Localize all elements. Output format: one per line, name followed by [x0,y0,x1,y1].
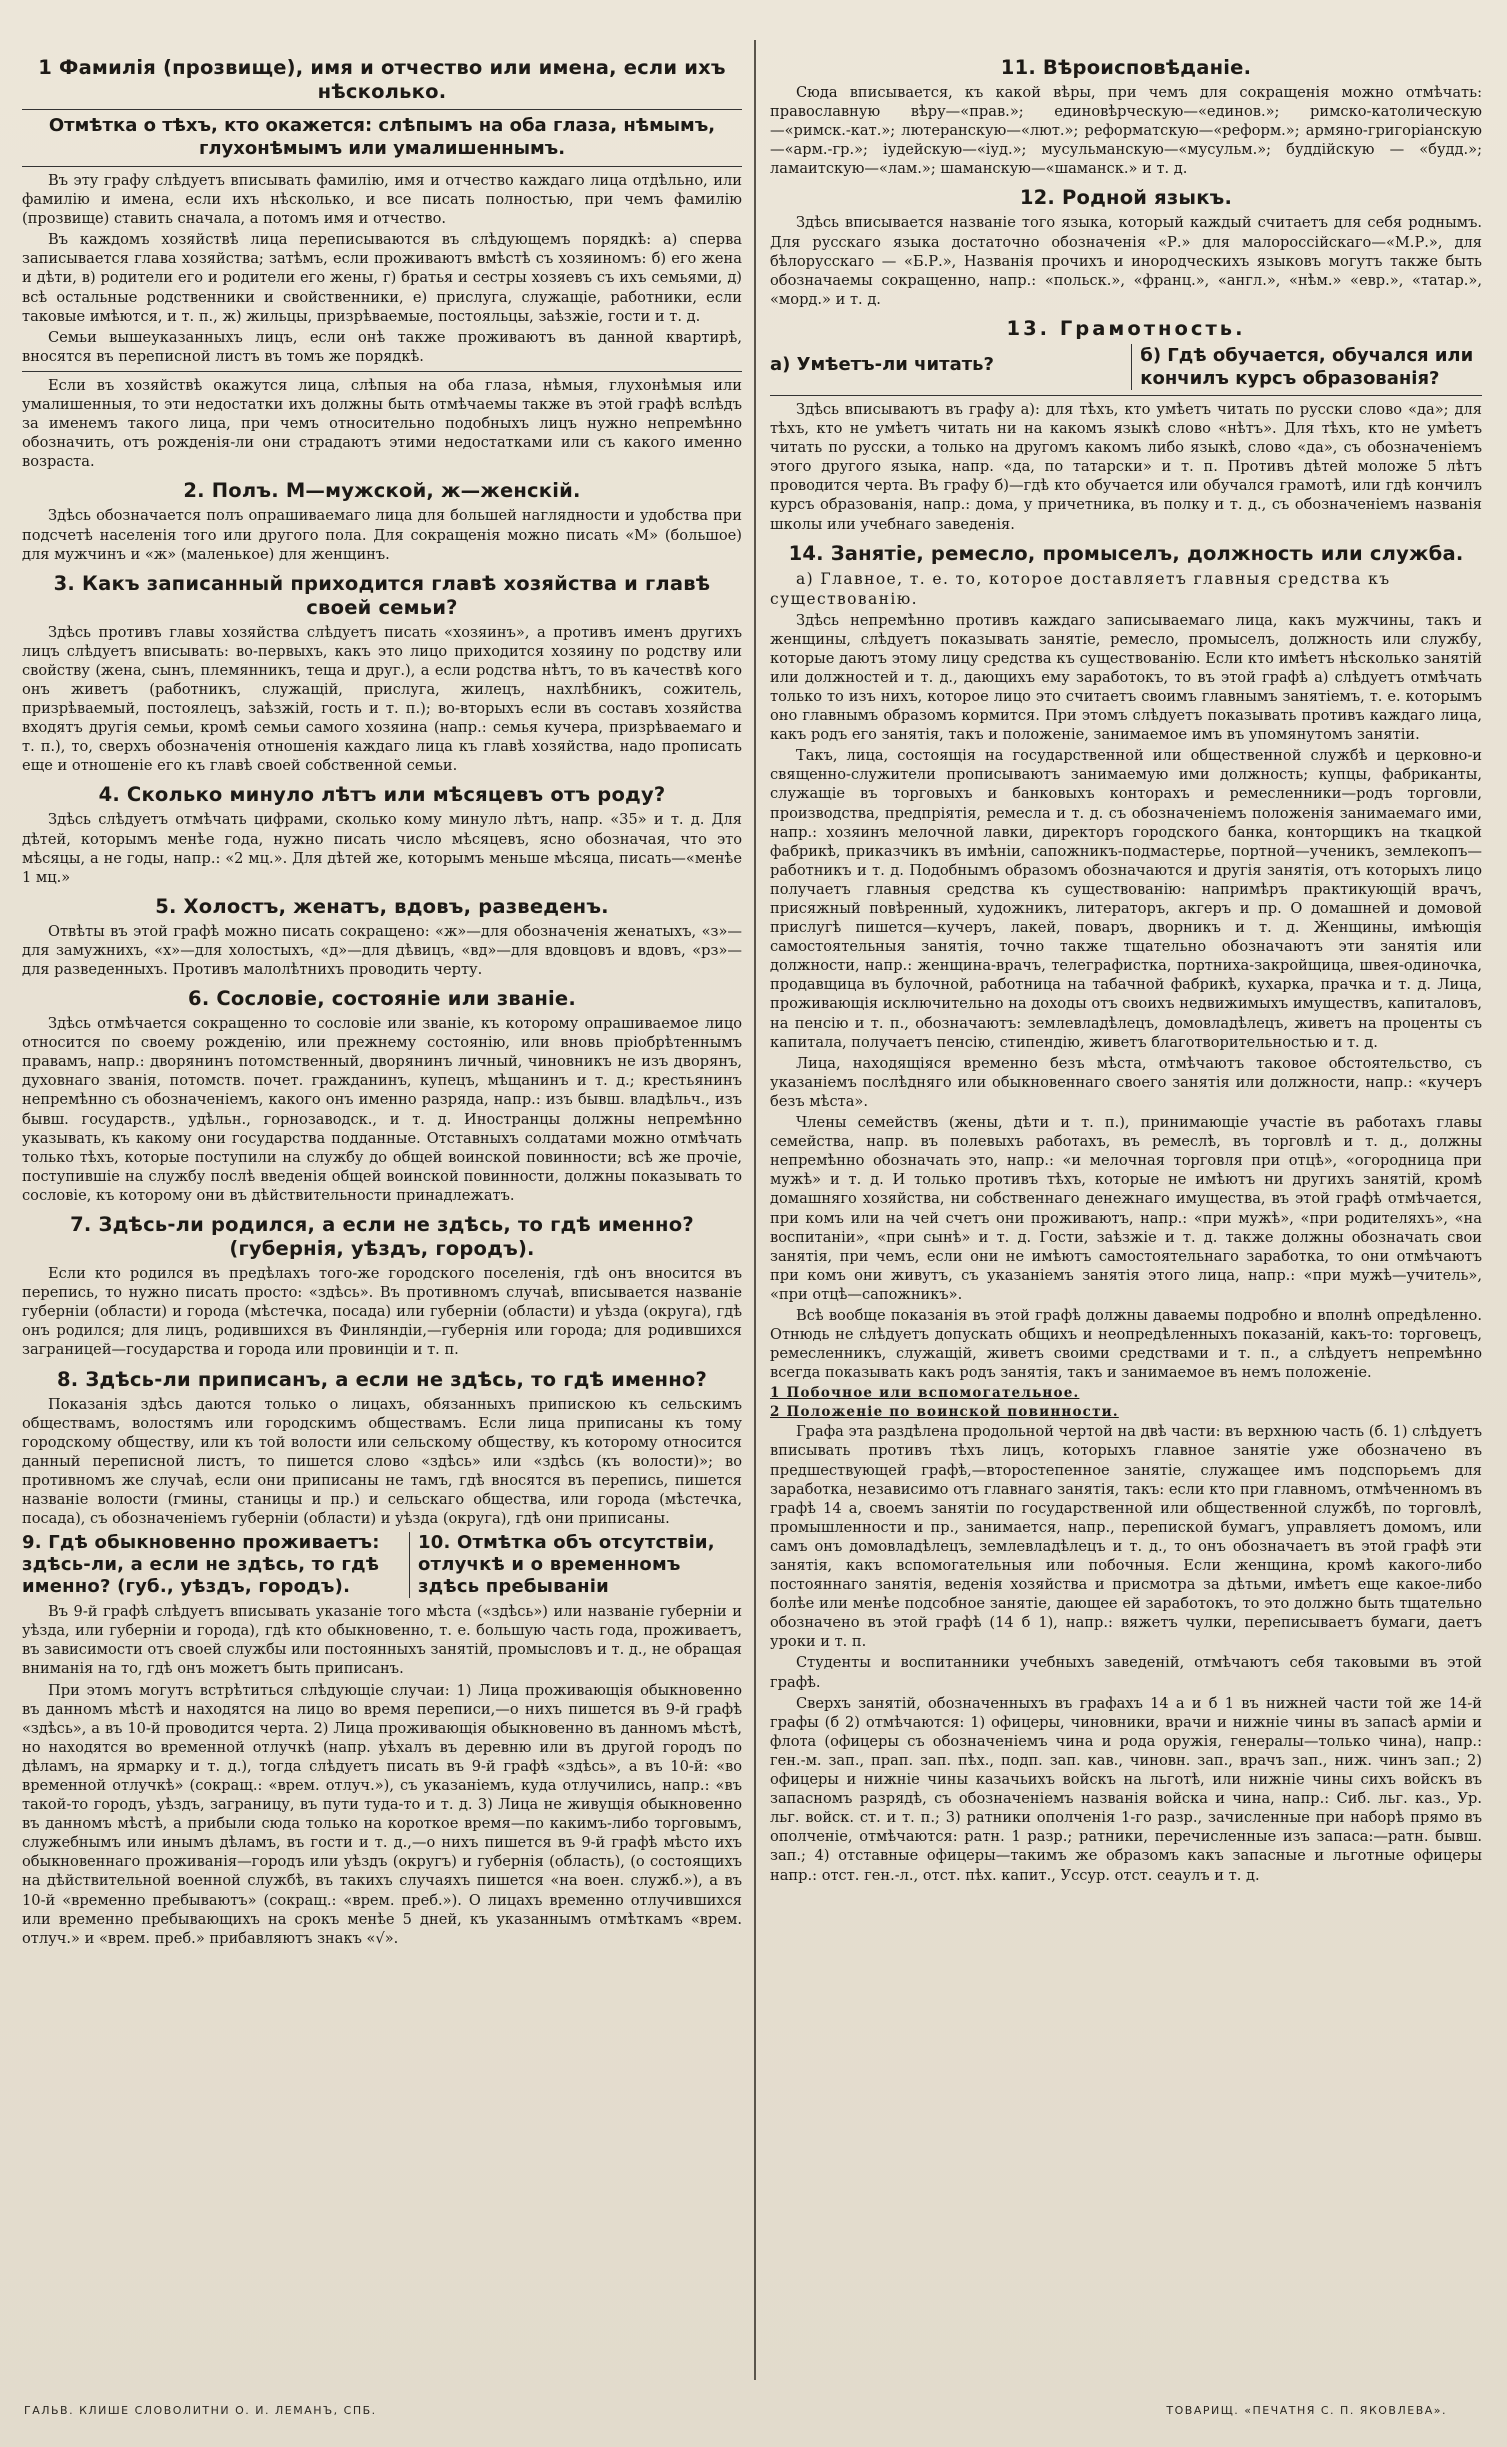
section-9-paragraph: При этомъ могутъ встрѣтиться слѣдующіе случаи: 1) Лица проживающія обыкновенно въ данномъ мѣстѣ и находятся на лицо во время переписи,—о нихъ пишется въ 9-й графѣ «здѣсь», а въ 10-й проводится черта. 2) Лица проживающія обыкновенно въ данномъ мѣстѣ, но находятся во временной отлучкѣ (напр. уѣхалъ въ деревню или въ другой городъ по дѣламъ, на ярмарку и т. д.), тогда слѣдуетъ писать въ 9-й графѣ «здѣсь», а въ 10-й: «во временной отлучкѣ» (сокращ.: «врем. отлуч.»), съ указаніемъ, куда отлучились, напр.: «въ такой-то городъ, уѣздъ, заграницу, въ пути туда-то и т. д. 3) Лица не живущія обыкновенно въ данномъ мѣстѣ, а прибыли сюда только на короткое время—по какимъ-либо торговымъ, служебнымъ или инымъ дѣламъ, въ гости и т. д.,—о нихъ пишется въ 9-й графѣ мѣсто ихъ обыкновеннаго проживанія—городъ или уѣздъ (округъ) и губернія (область), (о состоящихъ на дѣйствительной военной службѣ, въ такихъ случаяхъ пишется «на воен. служб.»), а въ 10-й «временно пребываютъ» (сокращ.: «врем. преб.»). О лицахъ временно отлучившихся или временно пребывающихъ на срокъ менѣе 5 дней, къ указаннымъ отмѣткамъ «врем. отлуч.» и «врем. преб.» прибавляютъ знакъ «√». [22,1681,742,1947]
section-5-title: 5. Холостъ, женатъ, вдовъ, разведенъ. [155,894,609,918]
section-13-subheaders [770,344,1482,390]
section-6-title: 6. Сословіе, состояніе или званіе. [188,987,576,1011]
section-14-paragraph: Сверхъ занятій, обозначенныхъ въ графахъ 14 а и б 1 въ нижней части той же 14-й графы (б 2) отмѣчаются: 1) офицеры, чиновники, врачи и нижніе чины въ запасѣ арміи и флота (офицеры съ обозначеніемъ чина и рода оружія, генералы—только чина), напр.: ген.-м. зап., прап. зап. пѣх., подп. зап. кав., чиновн. зап., врачъ зап., ниж. чинъ зап.; 2) офицеры и нижніе чины казачьихъ войскъ на льготѣ, или нижніе чины сихъ войскъ въ запасномъ разрядѣ, съ обозначеніемъ названія войска и чина, напр.: Сиб. льг. каз., Ур. льг. войск. ст. и т. п.; 3) ратники ополченія 1-го разр., зачисленные при наборѣ прямо въ ополченіе, отмѣчаются: ратн. 1 разр.; ратники, перечисленные изъ запаса:—ратн. бывш. зап.; 4) отставные офицеры—такимъ же образомъ какъ запасные и льготные офицеры напр.: отст. ген.-л., отст. пѣх. капит., Уссур. отст. сеаулъ и т. д. [770,1694,1482,1884]
divider-rule [22,109,742,110]
section-14-paragraph: Такъ, лица, состоящія на государственной или общественной службѣ и церковно-и священно-служители прописываютъ занимаемую ими должность; купцы, фабриканты, служащіе въ торговыхъ и банковыхъ конторахъ и ремесленники—родъ торговли, производства, предпріятія, ремесла и т. д. съ обозначеніемъ положенія занимаемаго ими, напр.: хозяинъ мелочной лавки, директоръ городского банка, конторщикъ на ткацкой фабрикѣ, приказчикъ въ имѣніи, сапожникъ-подмастерье, портной—ученикъ, землекопъ—работникъ и т. д. Подобнымъ образомъ обозначаются и другія занятія, отъ которыхъ лицо получаетъ главныя средства къ существованію: напримѣръ практикующій врачъ, присяжный повѣренный, художникъ, литераторъ, акгеръ и пр. О домашней и домовой прислугѣ пишется—кучеръ, лакей, поваръ, дворникъ и т. д. Женщины, имѣющія самостоятельныя занятія, точно также тщательно обозначаютъ эти занятія или должности, напр.: женщина-врачъ, телеграфистка, портниха-закройщица, швея-одиночка, продавщица въ булочной, работница на табачной фабрикѣ, кухарка, прачка и т. д. Лица, проживающія исключительно на доходы отъ своихъ недвижимыхъ имуществъ, капиталовъ, на пенсію и т. п., обозначаютъ: землевладѣлецъ, домовладѣлецъ, живетъ на проценты съ капитала, получаетъ пенсію, стипендію, живетъ благотворительностью и т. д. [770,747,1482,1051]
divider-rule [22,371,742,372]
divider-rule [22,166,742,167]
left-column [22,48,742,2367]
section-11-paragraph: Сюда вписывается, къ какой вѣры, при чемъ для сокращенія можно отмѣчать: православную вѣру—«прав.»; единовѣрческую—«единов.»; римско-католическую—«римск.-кат.»; лютеранскую—«лют.»; реформатскую—«реформ.»; армяно-григоріанскую—«арм.-гр.»; іудейскую—«іуд.»; мусульманскую—«мусульм.»; буддійскую — «будд.»; ламаитскую—«лам.»; шаманскую—«шаманск.» и т. д. [770,84,1482,178]
divider-rule [770,395,1482,396]
section-1-title: 1 Фамилія (прозвище), имя и отчество или имена, если ихъ нѣсколько. [38,56,726,103]
section-13-paragraph: Здѣсь вписываютъ въ графу а): для тѣхъ, кто умѣетъ читать по русски слово «да»; для тѣхъ, кто не умѣетъ читать ни на какомъ языкѣ слово «нѣтъ». Для тѣхъ, кто не умѣетъ читать по русски, а только на другомъ какомъ либо языкѣ, слово «да», съ обозначеніемъ этого другого языка, напр. «да, по татарски» и т. п. Противъ дѣтей моложе 5 лѣтъ проводится черта. Въ графу б)—гдѣ кто обучается или обучался грамотѣ, или гдѣ кончилъ курсъ образованія, напр.: дома, у причетника, въ полку и т. д., съ обозначеніемъ названія школы или учебнаго заведенія. [770,400,1482,533]
section-3-title: 3. Какъ записанный приходится главѣ хозяйства и главѣ своей семьи? [53,571,711,619]
section-2-title: 2. Полъ. М—мужской, ж—женскій. [183,479,581,503]
section-4-title: 4. Сколько минуло лѣтъ или мѣсяцевъ отъ роду? [98,783,666,807]
section-13a-label: а) Умѣетъ-ли читать? [770,353,994,375]
section-4-paragraph: Здѣсь слѣдуетъ отмѣчать цифрами, сколько кому минуло лѣтъ, напр. «35» и т. д. Для дѣтей, которымъ менѣе года, нужно писать число мѣсяцевъ, ясно обозначая, что это мѣсяцы, а не годы, напр.: «2 мц.». Для дѣтей же, которымъ меньше мѣсяца, писать—«менѣе 1 мц.» [22,811,742,886]
printer-credit-right: ТОВАРИЩ. «ПЕЧАТНЯ С. П. ЯКОВЛЕВА». [1166,2404,1447,2417]
sections-9-10-header [22,1532,742,1598]
section-1-paragraph: Если въ хозяйствѣ окажутся лица, слѣпыя на оба глаза, нѣмыя, глухонѣмыя или умалишенныя, то эти недостатки ихъ должны быть отмѣчаемы также въ этой графѣ вслѣдъ за именемъ такого лица, при чемъ относительно подобныхъ лицъ нужно непремѣнно обозначить, отъ рожденія-ли они страдаютъ этими недостатками или съ какого именно возраста. [22,376,742,471]
section-9-paragraph: Въ 9-й графѣ слѣдуетъ вписывать указаніе того мѣста («здѣсь») или названіе губерніи и уѣзда, или губерніи и города), гдѣ кто обыкновенно, т. е. большую часть года, проживаетъ, въ зависимости отъ своей службы или постоянныхъ занятій, промысловъ и т. д., не обращая вниманія на то, гдѣ онъ можетъ быть приписанъ. [22,1603,742,1678]
section-9-title: 9. Гдѣ обыкновенно проживаетъ: здѣсь-ли, а если не здѣсь, то гдѣ именно? (губ., уѣздъ, городъ). [22,1532,380,1598]
section-11-title: 11. Вѣроисповѣданіе. [1000,56,1252,79]
section-2-paragraph: Здѣсь обозначается полъ опрашиваемаго лица для большей наглядности и удобства при подсчетѣ населенія того или другого пола. Для сокращенія можно писать «М» (большое) для мужчинъ и «ж» (маленькое) для женщинъ. [22,507,742,563]
section-14-paragraph: Студенты и воспитанники учебныхъ заведеній, отмѣчаютъ себя таковыми въ этой графѣ. [770,1654,1482,1691]
right-column [770,48,1482,2367]
section-7-paragraph: Если кто родился въ предѣлахъ того-же городского поселенія, гдѣ онъ вносится въ перепись, то нужно писать просто: «здѣсь». Въ противномъ случаѣ, вписывается названіе губерніи (области) и города (мѣстечка, посада) или губерніи (области) и уѣзда (округа), гдѣ онъ родился; для лицъ, родившихся въ Финляндіи,—губернія или города; для родившихся заграницей—государства и города или провинціи и т. п. [22,1265,742,1359]
section-3-paragraph: Здѣсь противъ главы хозяйства слѣдуетъ писать «хозяинъ», а противъ именъ другихъ лицъ слѣдуетъ вписывать: во-первыхъ, какъ это лицо приходится хозяину по родству или свойству (жена, сынъ, племянникъ, теща и друг.), а если родства нѣтъ, то въ качествѣ кого онъ живетъ (работникъ, служащій, прислуга, жилецъ, нахлѣбникъ, сожитель, призрѣваемый, постоялецъ, заѣзжій, гость и т. п.); во-вторыхъ если въ составъ хозяйства входятъ другія семьи, кромѣ семьи самого хозяина (напр.: семья кучера, призрѣваемаго и т. п.), то, сверхъ обозначенія отношенія каждаго лица къ главѣ хозяйства, надо прописать еще и отношеніе его къ главѣ своей собственной семьи. [22,623,742,775]
section-6-paragraph: Здѣсь отмѣчается сокращенно то сословіе или званіе, къ которому опрашиваемое лицо относится по своему рожденію, или прежнему состоянію, или вновь пріобрѣтеннымъ правамъ, напр.: дворянинъ потомственный, дворянинъ личный, чиновникъ не изъ дворянъ, духовнаго званія, потомств. почет. гражданинъ, купецъ, мѣщанинъ и т. д.; крестьянинъ непремѣнно съ обозначеніемъ, какого онъ именно разряда, напр.: изъ бывш. владѣльч., изъ бывш. государств., удѣльн., горнозаводск., и т. д. Иностранцы должны непремѣнно указывать, къ какому они государства подданные. Отставныхъ солдатами можно отмѣчать только тѣхъ, которые поступили на службу до общей воинской повинности; всѣ же прочіе, поступившіе на службу послѣ введенія общей воинской повинности, должны показывать то сословіе, къ которому они въ дѣйствительности принадлежатъ. [22,1015,742,1204]
section-14-paragraph: Лица, находящіяся временно безъ мѣста, отмѣчаютъ таковое обстоятельство, съ указаніемъ послѣдняго или обыкновеннаго своего занятія или должности, напр.: «кучеръ безъ мѣста». [770,1054,1482,1110]
section-14-title: 14. Занятіе, ремесло, промыселъ, должность или служба. [788,541,1464,565]
section-13-title: 13. Грамотность. [1006,316,1246,340]
section-14a-label: а) Главное, т. е. то, которое доставляетъ главныя средства къ существованію. [770,569,1391,608]
section-1-subtitle: Отмѣтка о тѣхъ, кто окажется: слѣпымъ на оба глаза, нѣмымъ, глухонѣмымъ или умалишеннымъ. [48,115,716,159]
section-14-paragraph: Графа эта раздѣлена продольной чертой на двѣ части: въ верхнюю часть (б. 1) слѣдуетъ вписывать противъ тѣхъ лицъ, которыхъ главное занятіе уже обозначено въ предшествующей графѣ,—второстепенное занятіе, служащее имъ подспорьемъ для заработка, независимо отъ главнаго занятія, такъ: если кто при главномъ, отмѣченномъ въ графѣ 14 а, своемъ занятіи по государственной или общественной службѣ, по торговлѣ, промышленности и пр., занимается, напр., перепиской бумагъ, управляетъ домомъ, или самъ онъ домовладѣлецъ, землевладѣлецъ и т. д., то онъ обозначаетъ въ этой графѣ эти занятія, какъ вспомогательныя или побочныя. Если женщина, кромѣ какого-либо постояннаго занятія, веденія хозяйства и присмотра за дѣтьми, имѣетъ еще какое-либо болѣе или менѣе подсобное занятіе, дающее ей заработокъ, то это должно быть тщательно обозначено въ этой графѣ (14 б 1), напр.: вяжетъ чулки, переписываетъ бумаги, даетъ уроки и т. п. [770,1423,1482,1651]
column-divider [754,40,756,2380]
printer-credit-left: ГАЛЬВ. КЛИШЕ СЛОВОЛИТНИ О. И. ЛЕМАНЪ, СПБ. [24,2404,377,2417]
section-14-paragraph: Члены семействъ (жены, дѣти и т. п.), принимающіе участіе въ работахъ главы семейства, напр. въ полевыхъ работахъ, въ ремеслѣ, въ торговлѣ и т. д., должны непремѣнно обозначать это, напр.: «и мелочная торговля при отцѣ», «огородница при мужѣ» и т. д. И только противъ тѣхъ, которые не имѣютъ ни другихъ занятій, кромѣ домашняго хозяйства, ни собственнаго денежнаго имущества, въ этой графѣ отмѣчается, при комъ или на чей счетъ они проживаютъ, напр.: «при мужѣ», «при родителяхъ», «на воспитаніи», «при сынѣ» и т. д. Гости, заѣзжіе и т. д. также должны обозначать свои занятія, при чемъ, если они не имѣютъ самостоятельнаго заработка, то они отмѣчаютъ при комъ они живутъ, съ указаніемъ занятія этого лица, напр.: «при мужѣ—учитель», «при отцѣ—сапожникъ». [770,1114,1482,1303]
section-1-paragraph: Семьи вышеуказанныхъ лицъ, если онѣ также проживаютъ въ данной квартирѣ, вносятся въ переписной листъ въ томъ же порядкѣ. [22,328,742,365]
section-7-title: 7. Здѣсь-ли родился, а если не здѣсь, то гдѣ именно? (губернія, уѣздъ, городъ). [70,1213,694,1261]
section-12-title: 12. Родной языкъ. [1019,186,1233,210]
section-1-paragraph: Въ эту графу слѣдуетъ вписывать фамилію, имя и отчество каждаго лица отдѣльно, или фамилію и имена, если ихъ нѣсколько, и все писать полностью, при чемъ фамилію (прозвище) ставить сначала, а потомъ имя и отчество. [22,172,742,228]
section-5-paragraph: Отвѣты въ этой графѣ можно писать сокращено: «ж»—для обозначенія женатыхъ, «з»—для замужнихъ, «х»—для холостыхъ, «д»—для дѣвицъ, «вд»—для вдовцовъ и вдовъ, «рз»—для разведенныхъ. Противъ малолѣтнихъ проводить черту. [22,922,742,978]
section-12-paragraph: Здѣсь вписывается названіе того языка, который каждый считаетъ для себя роднымъ. Для русскаго языка достаточно обозначенія «Р.» для малороссійскаго—«М.Р.», для бѣлорусскаго — «Б.Р.», Названія прочихъ и инородческихъ языковъ могутъ также быть обозначаемы сокращенно, напр.: «польск.», «франц.», «англ.», «нѣм.» «евр.», «татар.», «морд.» и т. д. [770,214,1482,308]
section-14-paragraph: Всѣ вообще показанія въ этой графѣ должны даваемы подробно и вполнѣ опредѣленно. Отнюдь не слѣдуетъ допускать общихъ и неопредѣленныхъ показаній, какъ-то: торговецъ, ремесленникъ, служащій, живетъ своими средствами и т. п., а слѣдуетъ непремѣнно всегда показывать какъ родъ занятія, такъ и занимаемое въ немъ положеніе. [770,1306,1482,1382]
section-8-title: 8. Здѣсь-ли приписанъ, а если не здѣсь, то гдѣ именно? [56,1367,707,1391]
section-1-paragraph: Въ каждомъ хозяйствѣ лица переписываются въ слѣдующемъ порядкѣ: а) сперва записывается глава хозяйства; затѣмъ, если проживаютъ вмѣстѣ съ хозяиномъ: б) его жена и дѣти, в) родители его и родители его жены, г) братья и сестры хозяевъ съ ихъ семьями, д) всѣ остальные родственники и свойственники, е) прислуга, служащіе, работники, если таковые имѣются, и т. п., ж) жильцы, призрѣваемые, постояльцы, заѣзжіе, гости и т. д. [22,231,742,325]
section-14b2-label: 2 Положеніе по воинской повинности. [770,1404,1119,1421]
section-14-paragraph: Здѣсь непремѣнно противъ каждаго записываемаго лица, какъ мужчины, такъ и женщины, слѣдуетъ показывать занятіе, ремесло, промыселъ, должность или службу, которые даютъ этому лицу средства къ существованію. Если кто имѣетъ нѣсколько занятій или должностей и т. д., дающихъ ему заработокъ, то въ этой графѣ a) слѣдуетъ отмѣчать только то изъ нихъ, которое лицо это считаетъ своимъ главнымъ занятіемъ, т. е. которымъ оно главнымъ образомъ кормится. При этомъ слѣдуетъ показывать противъ каждаго лица, какъ родъ его занятія, такъ и положеніе, занимаемое имъ въ упомянутомъ занятіи. [770,611,1482,744]
section-14b1-label: 1 Побочное или вспомогательное. [770,1385,1080,1402]
section-13b-label: б) Гдѣ обучается, обучался или кончилъ курсъ образованія? [1131,344,1482,390]
section-10-title: 10. Отмѣтка объ отсутствіи, отлучкѣ и о временномъ здѣсь пребываніи [418,1532,715,1598]
section-8-paragraph: Показанія здѣсь даются только о лицахъ, обязанныхъ припискою къ сельскимъ обществамъ, волостямъ или городскимъ обществамъ. Если лица приписаны къ тому городскому обществу, или къ той волости или сельскому обществу, къ которому относится данный переписной листъ, то пишется слово «здѣсь» или «здѣсь (къ волости)»; во противномъ же случаѣ, если они приписаны не тамъ, гдѣ вносятся въ перепись, пишется названіе волости (гмины, станицы и пр.) и сельскаго общества, или города (мѣстечка, посада), съ обозначеніемъ губерніи (области) и уѣзда (округа), гдѣ они приписаны. [22,1395,742,1528]
